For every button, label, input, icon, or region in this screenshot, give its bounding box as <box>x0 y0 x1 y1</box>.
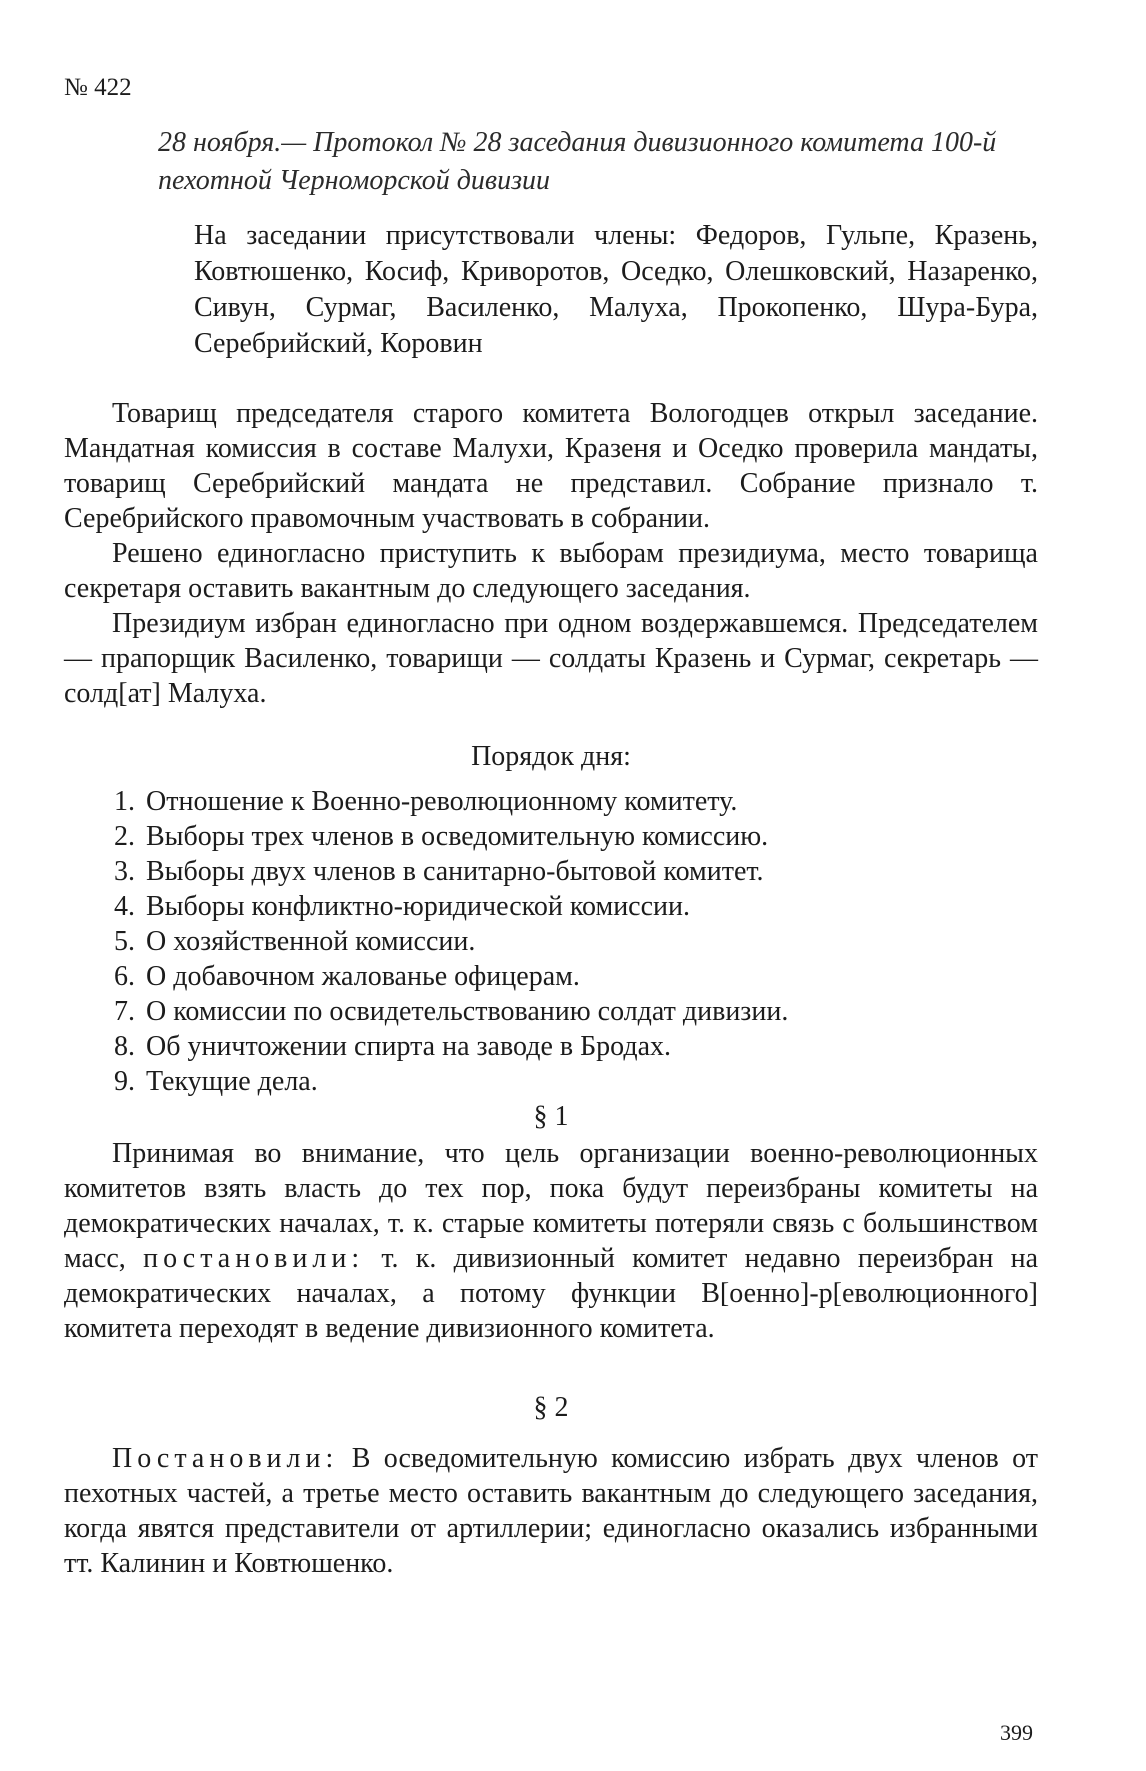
document-number: № 422 <box>64 74 132 101</box>
agenda-item: 3. Выборы двух членов в санитарно-бытовой комитет. <box>114 856 764 887</box>
agenda-item: 4. Выборы конфликтно-юридической комиссии. <box>114 891 691 922</box>
section-1-paragraph: Принимая во внимание, что цель организации военно-революционных комитетов взять власть до тех пор, пока будут переизбраны комитеты на демократических началах, т. к. старые комитеты потеряли связь с большинством масс, постановили: т. к. дивизионный комитет недавно переизбран на демократических началах, а потому функции В[оенно]-р[еволюционного] комитета переходят в ведение дивизионного комитета. <box>64 1138 1039 1344</box>
agenda-item: 9. Текущие дела. <box>114 1066 318 1097</box>
section-1-title: § 1 <box>533 1101 569 1132</box>
agenda-item: 8. Об уничтожении спирта на заводе в Бродах. <box>114 1031 672 1062</box>
section-2-title: § 2 <box>533 1392 569 1423</box>
paragraph-opening: Товарищ председателя старого комитета Вологодцев открыл заседание. Мандатная комиссия в составе Малухи, Кразеня и Оседко проверила мандаты, товарищ Серебрийский мандата не представил. Собрание признало т. Серебрийского правомочным участвовать в собрании. <box>64 398 1038 534</box>
paragraph-presidium-election: Решено единогласно приступить к выборам президиума, место товарища секретаря оставить вакантным до следующего заседания. <box>64 538 1038 604</box>
agenda-item: 2. Выборы трех членов в осведомительную комиссию. <box>114 821 769 852</box>
paragraph-presidium-result: Президиум избран единогласно при одном воздержавшемся. Председателем — прапорщик Василенко, товарищи — солдаты Кразень и Сурмаг, секретарь — солд[ат] Малуха. <box>64 608 1038 709</box>
document-heading: 28 ноября.— Протокол № 28 заседания дивизионного комитета 100-й пехотной Черноморской дивизии <box>158 127 997 196</box>
section-2-emphasis: Постановили: <box>112 1443 339 1474</box>
section-1-emphasis: постановили: <box>143 1243 365 1274</box>
agenda-item: 7. О комиссии по освидетельствованию солдат дивизии. <box>114 996 789 1027</box>
agenda-item: 5. О хозяйственной комиссии. <box>114 926 476 957</box>
page-number: 399 <box>1000 1720 1033 1745</box>
agenda-item: 1. Отношение к Военно-революционному комитету. <box>114 786 738 817</box>
agenda-title: Порядок дня: <box>471 741 631 772</box>
section-2-paragraph: Постановили: В осведомительную комиссию избрать двух членов от пехотных частей, а третье место оставить вакантным до следующего заседания, когда явятся представители от артиллерии; единогласно оказались избранными тт. Калинин и Ковтюшенко. <box>64 1443 1038 1579</box>
agenda-list <box>64 784 1038 1099</box>
document-body <box>64 396 1038 1581</box>
agenda-item: 6. О добавочном жалованье офицерам. <box>114 961 580 992</box>
attendance-paragraph: На заседании присутствовали члены: Федоров, Гульпе, Кразень, Ковтюшенко, Косиф, Криворотов, Оседко, Олешковский, Назаренко, Сивун, Сурмаг, Василенко, Малуха, Прокопенко, Шура-Бура, Серебрийский, Коровин <box>194 220 1038 359</box>
